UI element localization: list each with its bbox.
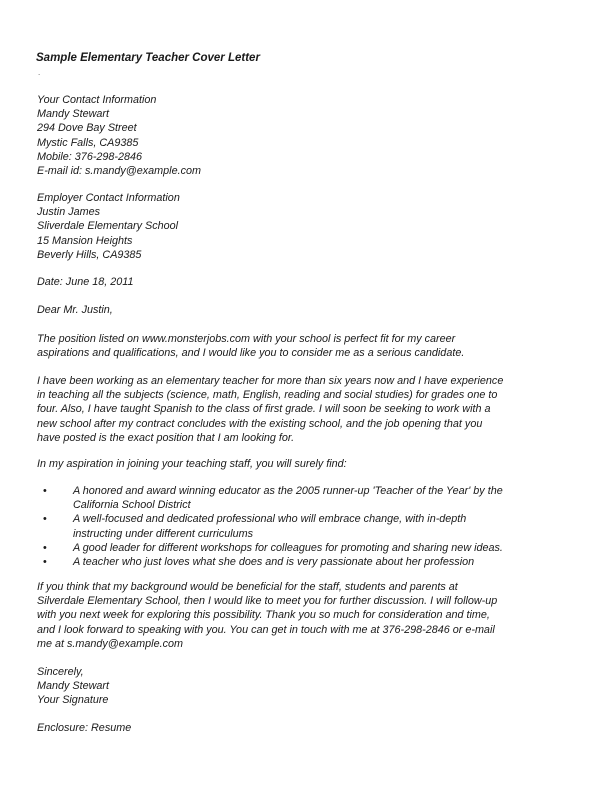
employer-name: Justin James <box>37 206 101 219</box>
bullet-icon: • <box>43 556 47 569</box>
paragraph-aspiration: In my aspiration in joining your teaching staff, you will surely find: <box>37 458 347 470</box>
title-mark: . <box>38 68 41 77</box>
salutation: Dear Mr. Justin, <box>37 304 113 316</box>
sender-mobile: Mobile: 376-298-2846 <box>37 150 143 163</box>
sender-city: Mystic Falls, CA9385 <box>37 136 139 149</box>
list-item: • A well-focused and dedicated professional who will embrace change, with in-depth instructing under different curriculums <box>43 513 467 540</box>
closing-name: Mandy Stewart <box>37 680 110 693</box>
qualification-list <box>37 484 577 569</box>
valediction: Sincerely, <box>37 666 84 678</box>
bullet-icon: • <box>43 485 47 497</box>
employer-heading: Employer Contact Information <box>37 192 180 204</box>
sender-heading: Your Contact Information <box>37 94 157 106</box>
sender-name: Mandy Stewart <box>37 108 110 121</box>
employer-contact-block <box>37 191 567 262</box>
letter-date: Date: June 18, 2011 <box>37 276 134 288</box>
employer-street: 15 Mansion Heights <box>37 234 133 247</box>
bullet-icon: • <box>43 513 47 526</box>
sender-street: 294 Dove Bay Street <box>37 122 137 135</box>
document-title: Sample Elementary Teacher Cover Letter <box>36 52 260 64</box>
paragraph-experience: I have been working as an elementary teacher for more than six years now and I have experience in teaching all the subjects (science, math, English, reading and social studies) for grades one to four. Also, I have taught Spanish to the class of first grade. I will soon be seeking to work with a new school after my contract concludes with the existing school, and the job opening that you have posted is the exact position that I am looking for. <box>37 375 504 444</box>
enclosure-note: Enclosure: Resume <box>37 722 132 734</box>
employer-city: Beverly Hills, CA9385 <box>37 248 142 261</box>
employer-school: Sliverdale Elementary School <box>37 220 179 233</box>
paragraph-closing: If you think that my background would be beneficial for the staff, students and parents at Silverdale Elementary School, then I would like to meet you for further discussion. I will follow-up with you next week for exploring this possibility. Thank you so much for consideration and time, and I look forward to speaking with you. You can get in touch with me at 376-298-2846 or e-mail me at s.mandy@example.com <box>37 581 498 650</box>
sender-email: E-mail id: s.mandy@example.com <box>37 165 201 178</box>
signature-line: Your Signature <box>37 694 109 707</box>
list-item: • A teacher who just loves what she does and is very passionate about her profession <box>43 556 475 569</box>
list-item: • A good leader for different workshops for colleagues for promoting and sharing new ideas. <box>43 541 503 554</box>
sender-contact-block <box>37 93 567 178</box>
paragraph-intro: The position listed on www.monsterjobs.com with your school is perfect fit for my career aspirations and qualifications, and I would like you to consider me as a serious candidate. <box>37 333 465 360</box>
bullet-icon: • <box>43 541 47 554</box>
list-item: • A honored and award winning educator as the 2005 runner-up 'Teacher of the Year' by the California School District <box>43 485 503 512</box>
closing-block <box>37 665 567 708</box>
